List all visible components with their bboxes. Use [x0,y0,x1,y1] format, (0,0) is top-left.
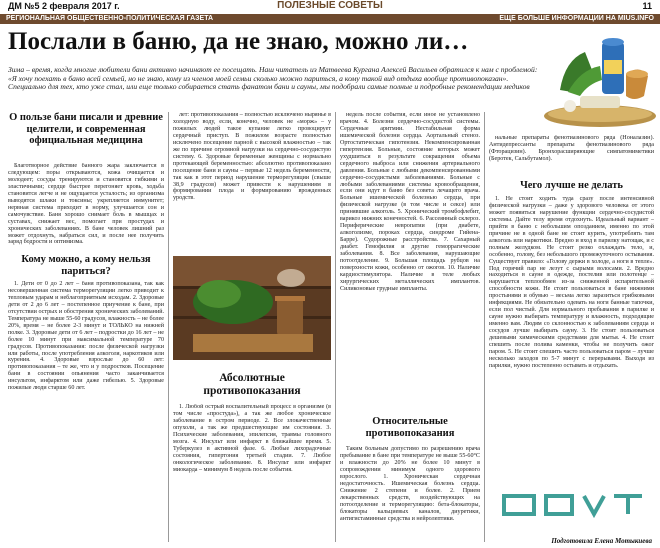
watermark-overlay [490,470,660,540]
masthead-band [0,14,660,24]
column-divider [484,112,485,542]
sauna-photo [173,256,331,360]
newspaper-tagline: РЕГИОНАЛЬНАЯ ОБЩЕСТВЕННО-ПОЛИТИЧЕСКАЯ ГАЗЕТА [6,15,214,22]
heading-who-can: Кому можно, а кому нельзя париться? [21,254,151,277]
issue-label: ДМ №5 2 февраля 2017 г. [8,1,120,11]
website-link[interactable]: ЕЩЕ БОЛЬШЕ ИНФОРМАЦИИ НА MIUS.INFO [499,15,654,22]
paragraph: лет: противопоказания – полностью исключено нырянье в холодную воду, если, конечно, человек не «морж» – у пожилых людей такое купание легко провоцирует сердечный приступ. В пожилом возрасте полностью исключено посещение парной с высокой влажностью – так же по причине огромной нагрузки на сердечно-сосудистую систему. 6. Здоровые беременные женщины с нормально протекающей беременностью: абсолютно противопоказано посещение бани и сауны – первые 12 недель беременности, так как в этот период нарушение терморегуляции (свыше 38,9 градусов) может привести к нарушениям в формировании плода и формированию врожденных уродств. [173,112,331,202]
paragraph: нальные препараты фенотиазинового ряда (Ноналазин). Антидепрессанты препараты фенотиазинового ряда (Фторацизин). Бронхорасширяющие симпатомиметики (Беротек, Сальбутамол). [489,135,654,162]
heading-absolute-contraindications: Абсолютные противопоказания [203,372,301,397]
page-number: 11 [642,1,652,11]
paragraph: Таким больным допустимо по разрешению врача пребывание в бане при температуре не выше 55-60°С и влажности до 20% не более 10 минут в сопровождении минимум одного здорового взрослого. 1. Хроническая сердечная недостаточность. Ишемическая болезнь сердца. Снижение 2 степени и более. 2. Прием лекарственных средств, воздействующих на потоотделение и терморегуляцию: бета-блокаторы, блокаторы кальциевых каналов, диуретики, антигистаминные средства и нейролептики. [340,446,480,522]
paragraph: 1. Не стоит ходить туда сразу после интенсивной физической нагрузки – даже у здорового человека от этого может появиться нарушение функции сердечно-сосудистой системы. Дайте телу время отдохнуть. Идеальный вариант – прийти в баню с небольшим опозданием, именно по этой причине не в одной бане не стоит курить, употреблять там алкоголь или наркотики. Вредно и вход в парилку натощак, и с полным желудком. Не стоит резко охлаждать тело, и, особенно, голову, без небольшого промежуточного остывания. Существует правило: «Голову держи в холоде, а ноги в тепле». Под горячий пар не лезут с сырыми волосами. 2. Вредно находиться в сауне в одежде, постелив или полотенце – нарушается теплообмен из-за сниженной испарительной способности кожи. Не стоит пользоваться в бане нижними простынями и обувью – весьма легко заразиться грибковыми инфекциями. Не обязательно одевать на ноги банные тапочки, если пол чистый. Для нормального пребывания в парилке и сауне нужно выбирать температуру и влажность, подходящие именно вам. Людям со склонностью к заболеваниям сердца и сосудов лучше выбирать сауну. 3. Не стоит пользоваться дешевыми химическими средствами для мытья. 4. Не стоит спешить после полива каменки, чтобы не получить ожог паром. 5. Не стоит спешить часто пользоваться паром – лучше несколько заходов по 5-7 минут с перерывами. Выходя из парилки, нужно постепенно остывать и отдыхать. [489,196,654,369]
column-3-text-b [340,446,480,543]
column-divider [335,112,336,542]
author-signature: Подготовила Елена Мотыкиева [551,537,652,545]
article-lead: Зима – время, когда многие любители бани активно начинают ее посещать. Наш читатель из Матвеева Кургана Алексей Васильев обратился к нам с проблемой: «Я хочу поехать в баню всей семьей, но не знаю, кому из членов моей семьи сколько можно париться, а кому такой вид отдыха вообще противопоказан». Специально для тех, кто уже стал, или еще только собирается стать фанатом бани и сауны, мы подобрали самые полные и подробные рекомендации медиков [8,65,538,92]
column-1-text-b [8,281,164,543]
page-header [0,0,660,14]
bath-accessories-illustration [540,30,658,130]
section-title: ПОЛЕЗНЫЕ СОВЕТЫ [277,0,383,11]
column-1-text-a [8,163,164,251]
heading-benefits: О пользе бани писали и древние целители, и современная официальная медицина [9,112,163,146]
paragraph: Благотворное действие банного жара заключается в следующем: поры открываются, кожа очищается и молодеет; сосуды тренируются и становятся гибкими и эластичными; сердце быстрее перегоняет кровь, ходьба становится легче и не ощущается усталость; из организма выводятся шлаки и токсины; укрепляется иммунитет; нервная система приходит в норму, улучшается сон и самочувствие. Баня хорошо снимает боль в мышцах и суставах, снижает вес, помогает при простудах и хронических заболеваниях. В бане человек лишний раз может отдохнуть, набраться сил, и после нее получить заряд бодрости и оптимизма. [8,163,164,246]
column-3-text-a [340,112,480,412]
paragraph: 1. Дети от 0 до 2 лет – баня противопоказана, так как несовершенная система терморегуляции легко приводит к тепловым ударам и неблагоприятным исходам. 2. Здоровые дети от 2 до 6 лет – постепенное приучение к бане, при отсутствии острых и обострения хронических заболеваний. Температура не выше 55-60 градусов, влажность – не более 20%, время – не более 2-3 минут и ТОЛЬКО на нижней полке. 3. Здоровые дети от 6 лет – подростки до 16 лет – не более 10 минут при максимальной температуре 70 градусов. Противопоказания: после физической нагрузки или работы, после употребления алкоголя, наркотиков или курения. 4. Здоровые взрослые до 60 лет: противопоказания – те же, что и у подростков. Посещение бани в состоянии опьянения часто заканчивается инсультом, инфарктом или даже гибелью. 5. Здоровые пожилые люди старше 60 лет. [8,281,164,392]
column-divider [168,112,169,542]
heading-relative-contraindications: Относительные противопоказания [365,416,455,439]
paragraph: недель после события, если иное не установлено врачом. 4. Болезни сердечно-сосудистой системы. Сердечные аритмии. Нестабильная форма ишемической болезни сердца. Аортальный стеноз. Ортостатическая гипотензия. Некомпенсированная гипертензия. Больные, состояние которых может ухудшиться в результате сокращения объема сердечного выброса или снижения артериального давления. Больные с любыми декомпенсированными сердечно-сосудистыми заболеваниями. Больные с любыми заболеваниями системы кровообращения, если они идут в баню без совета лечащего врача. Больные ишемической болезнью сердца, при физической нагрузке (в том числе и сексе) или принявшие алкоголь. 5. Хронический тромбофлебит, варикоз нижних конечностей. 6. Рассеянный склероз. Периферические невропатии (при диабете, алкоголизме, пороках сердца, синдроме Гийена-Барре). Судорожные расстройства. 7. Сахарный диабет. Гемофилия и другие геморрагические заболевания. 8. Все заболевания, нарушающие потоотделение. 9. Большая площадь рубцов на поверхности кожи, особенно от ожогов. 10. Наличие кардиостимулятора. Наличие в теле любых хирургических металлических имплантов. Силиконовые грудные импланты. [340,112,480,292]
paragraph: 1. Любой острый воспалительный процесс в организме (в том числе «простуда»), а так же любое хроническое заболевание в остром периоде. 2. Все злокачественные опухоли, а так же предшествующие им состояния. 3. Психические заболевания, эпилепсия, травмы головного мозга. 4. Инсульт или инфаркт в ближайшее время. 5. Туберкулез в активной фазе. 6. Любые лихорадочные состояния, гипертония третьей стадии. 7. Любое онкологическое заболевание. 8. Инсульт или инфаркт миокарда – минимум 8 недель после события. [173,404,331,473]
column-2-text-b [173,404,331,543]
column-4-text-a [489,135,654,177]
heading-what-not-to-do: Чего лучше не делать [520,180,623,191]
column-2-text-a [173,112,331,252]
article-headline: Послали в баню, да не знаю, можно ли… [8,28,469,55]
